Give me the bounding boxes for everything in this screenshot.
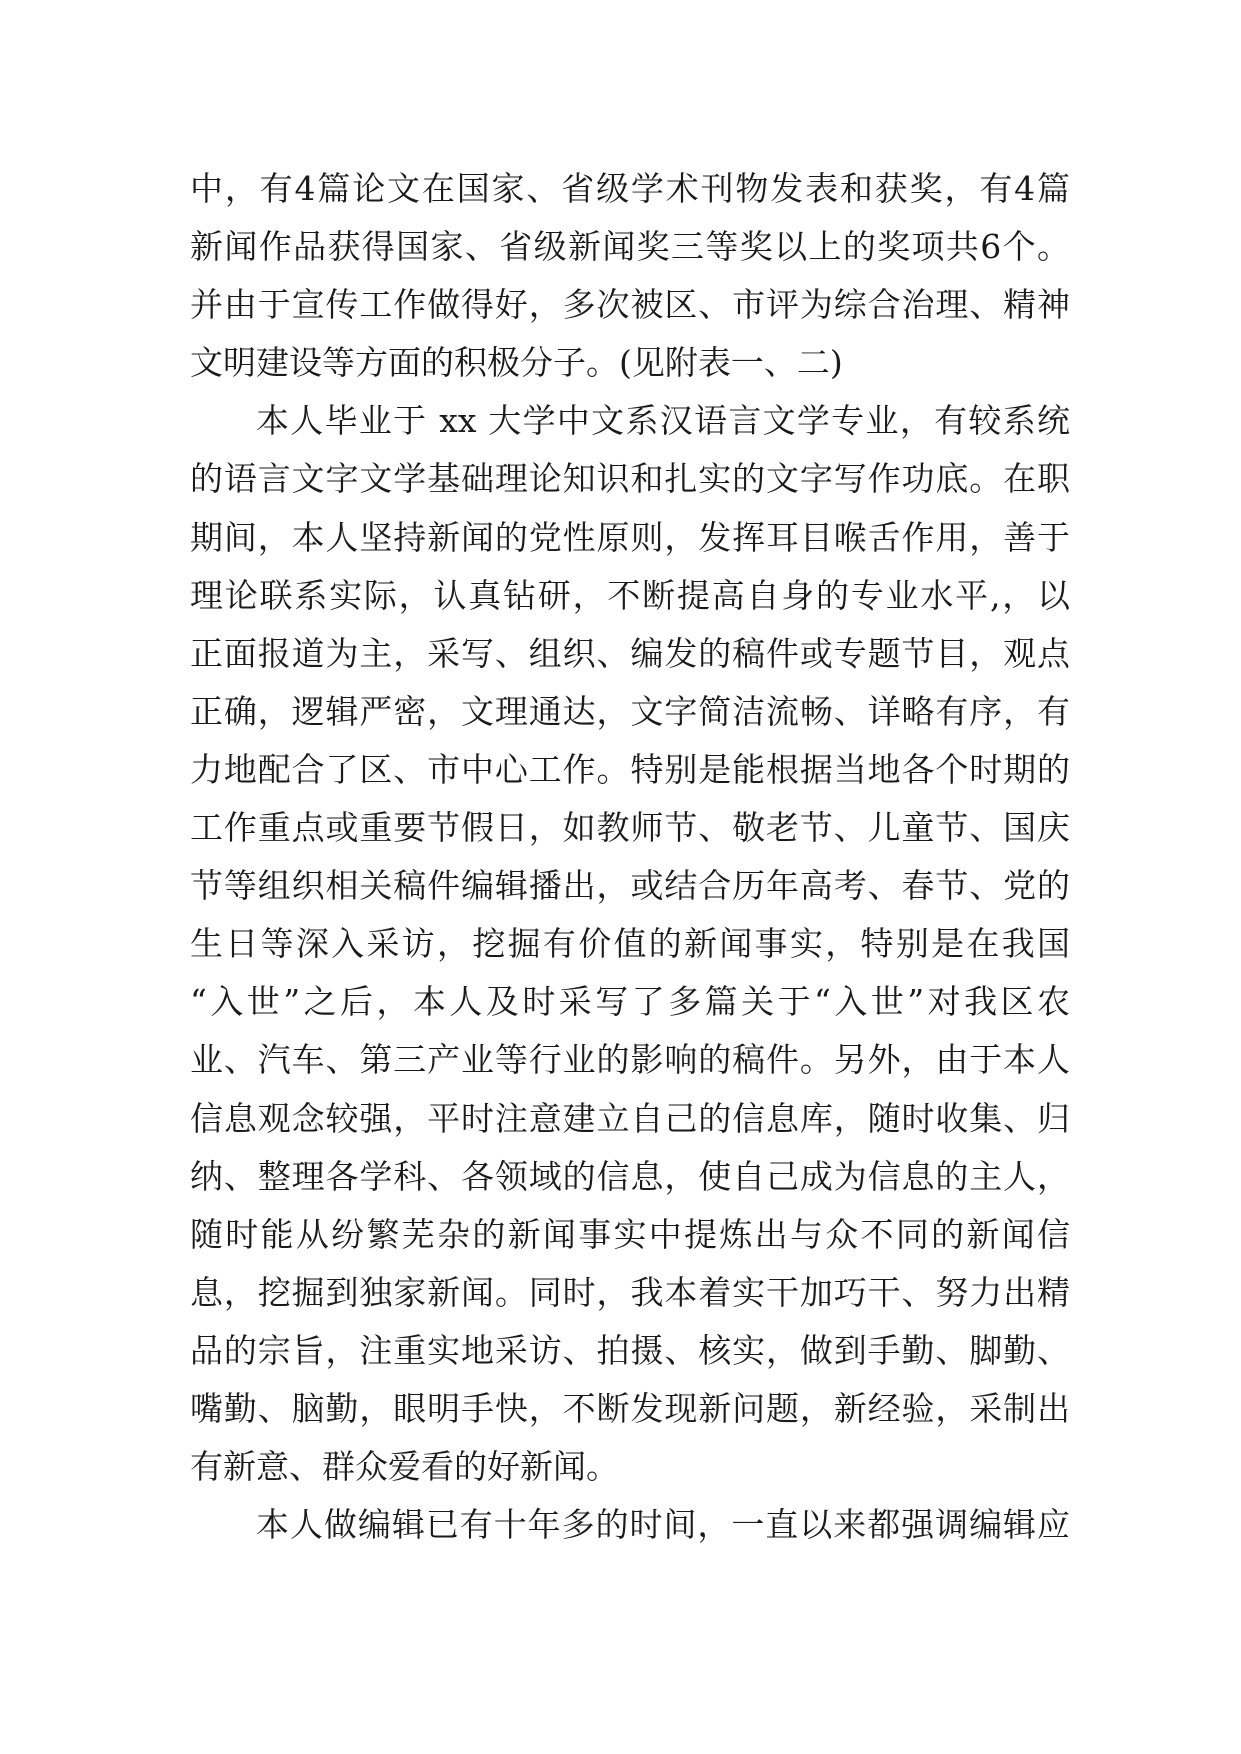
text-line: 的语言文字文学基础理论知识和扎实的文字写作功底。在职	[190, 459, 1070, 499]
text-line: 品的宗旨，注重实地采访、拍摄、核实，做到手勤、脚勤、	[190, 1330, 1070, 1370]
text-line: 生日等深入采访，挖掘有价值的新闻事实，特别是在我国	[190, 924, 1070, 964]
text-line: “入世”之后，本人及时采写了多篇关于“入世”对我区农	[190, 982, 1070, 1022]
text-line: 信息观念较强，平时注意建立自己的信息库，随时收集、归	[190, 1098, 1070, 1138]
text-line: 中，有4篇论文在国家、省级学术刊物发表和获奖，有4篇	[190, 169, 1070, 208]
text-line: 新闻作品获得国家、省级新闻奖三等奖以上的奖项共6个。	[190, 227, 1070, 267]
text-line: 文明建设等方面的积极分子。(见附表一、二)	[190, 343, 843, 383]
body-text	[190, 160, 1070, 1554]
text-line: 纳、整理各学科、各领域的信息，使自己成为信息的主人，	[190, 1156, 1070, 1196]
text-line: 本人做编辑已有十年多的时间，一直以来都强调编辑应	[256, 1505, 1070, 1545]
text-line: 随时能从纷繁芜杂的新闻事实中提炼出与众不同的新闻信	[190, 1214, 1070, 1254]
text-line: 节等组织相关稿件编辑播出，或结合历年高考、春节、党的	[190, 866, 1070, 906]
text-line: 嘴勤、脑勤，眼明手快，不断发现新问题，新经验，采制出	[190, 1388, 1070, 1428]
text-line: 业、汽车、第三产业等行业的影响的稿件。另外，由于本人	[190, 1040, 1070, 1080]
text-line: 力地配合了区、市中心工作。特别是能根据当地各个时期的	[190, 749, 1070, 789]
text-line: 息，挖掘到独家新闻。同时，我本着实干加巧干、努力出精	[190, 1272, 1070, 1312]
text-line: 有新意、群众爱看的好新闻。	[190, 1447, 619, 1487]
text-line: 工作重点或重要节假日，如教师节、敬老节、儿童节、国庆	[190, 808, 1070, 848]
text-line: 并由于宣传工作做得好，多次被区、市评为综合治理、精神	[190, 285, 1070, 325]
text-line: 理论联系实际，认真钻研，不断提高自身的专业水平,，以	[190, 575, 1070, 615]
text-line: 正面报道为主，采写、组织、编发的稿件或专题节目，观点	[190, 633, 1070, 673]
text-line: 期间，本人坚持新闻的党性原则，发挥耳目喉舌作用，善于	[190, 517, 1070, 557]
text-line: 本人毕业于 xx 大学中文系汉语言文学专业，有较系统	[256, 401, 1070, 441]
text-line: 正确，逻辑严密，文理通达，文字简洁流畅、详略有序，有	[190, 691, 1070, 731]
